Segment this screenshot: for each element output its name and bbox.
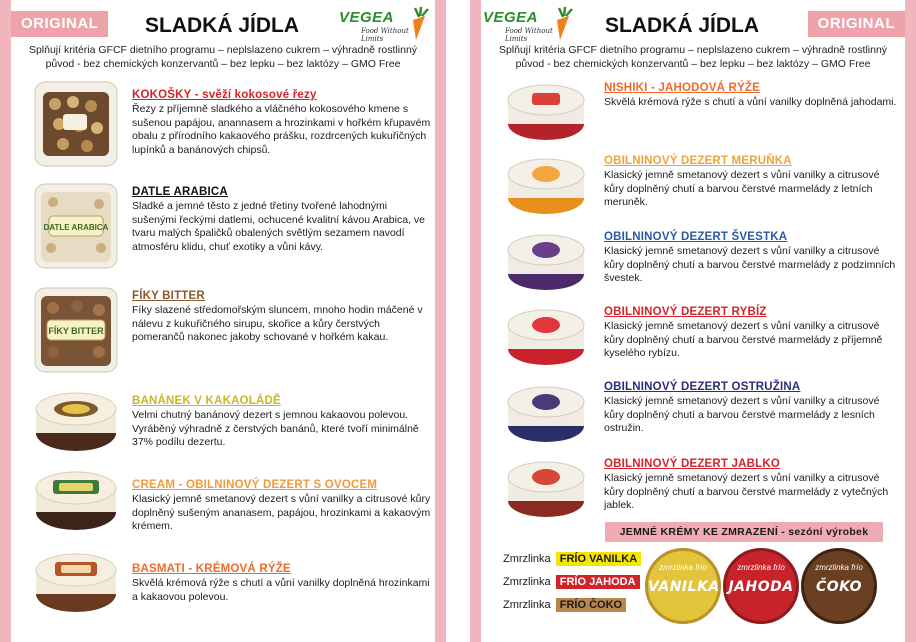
product-title: FÍKY BITTER <box>132 290 205 302</box>
product-title: OBILNINOVÝ DEZERT JABLKO <box>604 458 781 470</box>
criteria-subtitle <box>481 43 905 71</box>
lid-brand: zmrzlinka frío <box>737 563 785 572</box>
product-image-fiky <box>33 286 119 374</box>
page-gutter <box>446 0 470 642</box>
product-description: Klasický jemně smetanový dezert s vůní vanilky a citrusové kůry doplněný chutí a barvou čerstvé marmelády z příjemně kyselého rybízu. <box>604 320 883 360</box>
ice-prefix: Zmrzlinka <box>503 599 551 611</box>
product-title: BASMATI - KRÉMOVÁ RÝŽE <box>132 563 291 575</box>
ice-cream-row <box>503 576 640 588</box>
page-title: SLADKÁ JÍDLA <box>605 14 760 37</box>
product-description: Velmi chutný banánový dezert s jemnou kakaovou polevou. Vyráběný výhradně z čerstvých banánů, které tvoří minimálně 37% podílu dezertu. <box>132 409 419 449</box>
product-description: Skvělá krémová rýže s chutí a vůní vanilky doplněná jahodami. <box>604 96 897 108</box>
lid-label: VANILKA <box>648 579 720 595</box>
original-badge: ORIGINAL <box>808 11 905 37</box>
product-image-jablko <box>504 455 588 521</box>
product-title: NISHIKI - JAHODOVÁ RÝŽE <box>604 82 761 94</box>
ice-tag-vanilka: FRÍO VANILKA <box>556 552 641 566</box>
vegea-logo <box>339 6 431 42</box>
logo-word: VEGEA <box>483 9 539 26</box>
product-title: OBILNINOVÝ DEZERT OSTRUŽINA <box>604 381 801 393</box>
product-title: KOKOŠKY - svěží kokosové řezy <box>132 89 317 101</box>
product-description: Skvělá krémová rýže s chutí a vůní vanilky doplněná hrozinkami a kakaovou polevou. <box>132 577 430 603</box>
right-page <box>470 0 916 642</box>
ice-prefix: Zmrzlinka <box>503 576 551 588</box>
product-image-rybiz <box>504 303 588 369</box>
left-page <box>0 0 446 642</box>
svg-text:DATLE ARABICA: DATLE ARABICA <box>43 223 109 232</box>
lid-brand: zmrzlinka frío <box>659 563 707 572</box>
product-description: Řezy z příjemně sladkého a vláčného kokosového kmene s sušenou papájou, anannasem a hrozinkami v hořkém křupavém obalu z přírodního kakaového prášku, rozdrcených kukuřičných lupínků a banánových chipsů. <box>132 103 431 156</box>
lid-label: JAHODA <box>728 579 794 595</box>
criteria-line-1: Splňují kritéria GFCF dietního programu – neplslazeno cukrem – výhradně rostlinný <box>28 44 418 56</box>
carrot-icon <box>407 6 431 42</box>
product-title: OBILNINOVÝ DEZERT RYBÍZ <box>604 306 767 318</box>
product-image-merunka <box>504 152 588 218</box>
product-description: Fíky slazené středomořským sluncem, mnoho hodin máčené v nálevu z kukuřičného sirupu, skořice a kůry čerstvých pomerančů nakonec jakoby schované v hořkém kakau. <box>132 304 423 344</box>
product-title: BANÁNEK V KAKAOLÁDĚ <box>132 395 281 407</box>
carrot-icon <box>551 6 575 42</box>
ice-cream-row <box>503 599 626 611</box>
ice-lid-jahoda <box>723 548 799 624</box>
product-image-bananek <box>33 389 119 455</box>
freeze-cream-banner: JEMNÉ KRÉMY KE ZMRAZENÍ - sezóní výrobek <box>605 522 883 542</box>
product-image-kokosky <box>33 80 119 168</box>
ice-cream-row <box>503 553 641 565</box>
product-image-svestka <box>504 228 588 294</box>
logo-tagline: Food Without Limits <box>505 27 553 43</box>
product-description: Klasický jemně smetanový dezert s vůní vanilky a citrusové kůry doplněný chutí a barvou čerstvé marmelády z podzimních švestek. <box>604 245 896 285</box>
ice-tag-jahoda: FRÍO JAHODA <box>556 575 640 589</box>
lid-label: ČOKO <box>815 579 863 595</box>
lid-brand: zmrzlinka frío <box>815 563 863 572</box>
svg-text:FÍKY BITTER: FÍKY BITTER <box>48 326 104 336</box>
criteria-line-2: původ - bez chemických konzervantů – bez lepku – bez laktózy – GMO Free <box>45 58 401 70</box>
product-description: Klasický jemně smetanový dezert s vůní vanilky a citrusové kůry doplněný chutí a barvou čerstvé marmelády z vytečných jablek. <box>604 472 889 512</box>
product-image-datle <box>33 182 119 270</box>
product-title: OBILNINOVÝ DEZERT MERUŇKA <box>604 155 792 167</box>
product-description: Klasický jemně smetanový dezert s vůní vanilky a citrusové kůry doplněný sušeným ananasem, papájou, hrozinkami a kakaovým krémem. <box>132 493 431 533</box>
ice-lid-coko <box>801 548 877 624</box>
ice-lid-vanilka <box>645 548 721 624</box>
product-description: Sladké a jemné těsto z jedné třetiny tvořené lahodnými sušenými řeckými datlemi, ochucené kvalitní kávou Arabica, ve tvaru malých špaličků obalených světlým sezamem navodí atmosféru klidu, chuť exotiky a vůni kávy. <box>132 200 425 253</box>
logo-word: VEGEA <box>339 9 395 26</box>
logo-tagline: Food Without Limits <box>361 27 409 43</box>
criteria-line-1: Splňují kritéria GFCF dietního programu – neplslazeno cukrem – výhradně rostlinný <box>498 44 888 56</box>
product-title: DATLE ARABICA <box>132 186 228 198</box>
product-image-cream <box>33 468 119 534</box>
product-image-ostruzina <box>504 380 588 446</box>
product-title: OBILNINOVÝ DEZERT ŠVESTKA <box>604 231 788 243</box>
ice-tag-coko: FRÍO ČOKO <box>556 598 626 612</box>
product-description: Klasický jemně smetanový dezert s vůní vanilky a citrusové kůry doplněný chutí a barvou čerstvé marmelády z lesních ostružin. <box>604 395 880 435</box>
ice-prefix: Zmrzlinka <box>503 553 551 565</box>
vegea-logo <box>483 6 575 42</box>
page-title: SLADKÁ JÍDLA <box>145 14 300 37</box>
product-image-nishiki <box>504 78 588 144</box>
criteria-subtitle <box>11 43 435 71</box>
product-title: CREAM - OBILNINOVÝ DEZERT S OVOCEM <box>132 479 378 491</box>
original-badge: ORIGINAL <box>11 11 108 37</box>
product-image-basmati <box>33 550 119 616</box>
product-description: Klasický jemně smetanový dezert s vůní vanilky a citrusové kůry doplněný chutí a barvou čerstvé marmelády z letních meruněk. <box>604 169 880 209</box>
criteria-line-2: původ - bez chemických konzervantů – bez lepku – bez laktózy – GMO Free <box>515 58 871 70</box>
